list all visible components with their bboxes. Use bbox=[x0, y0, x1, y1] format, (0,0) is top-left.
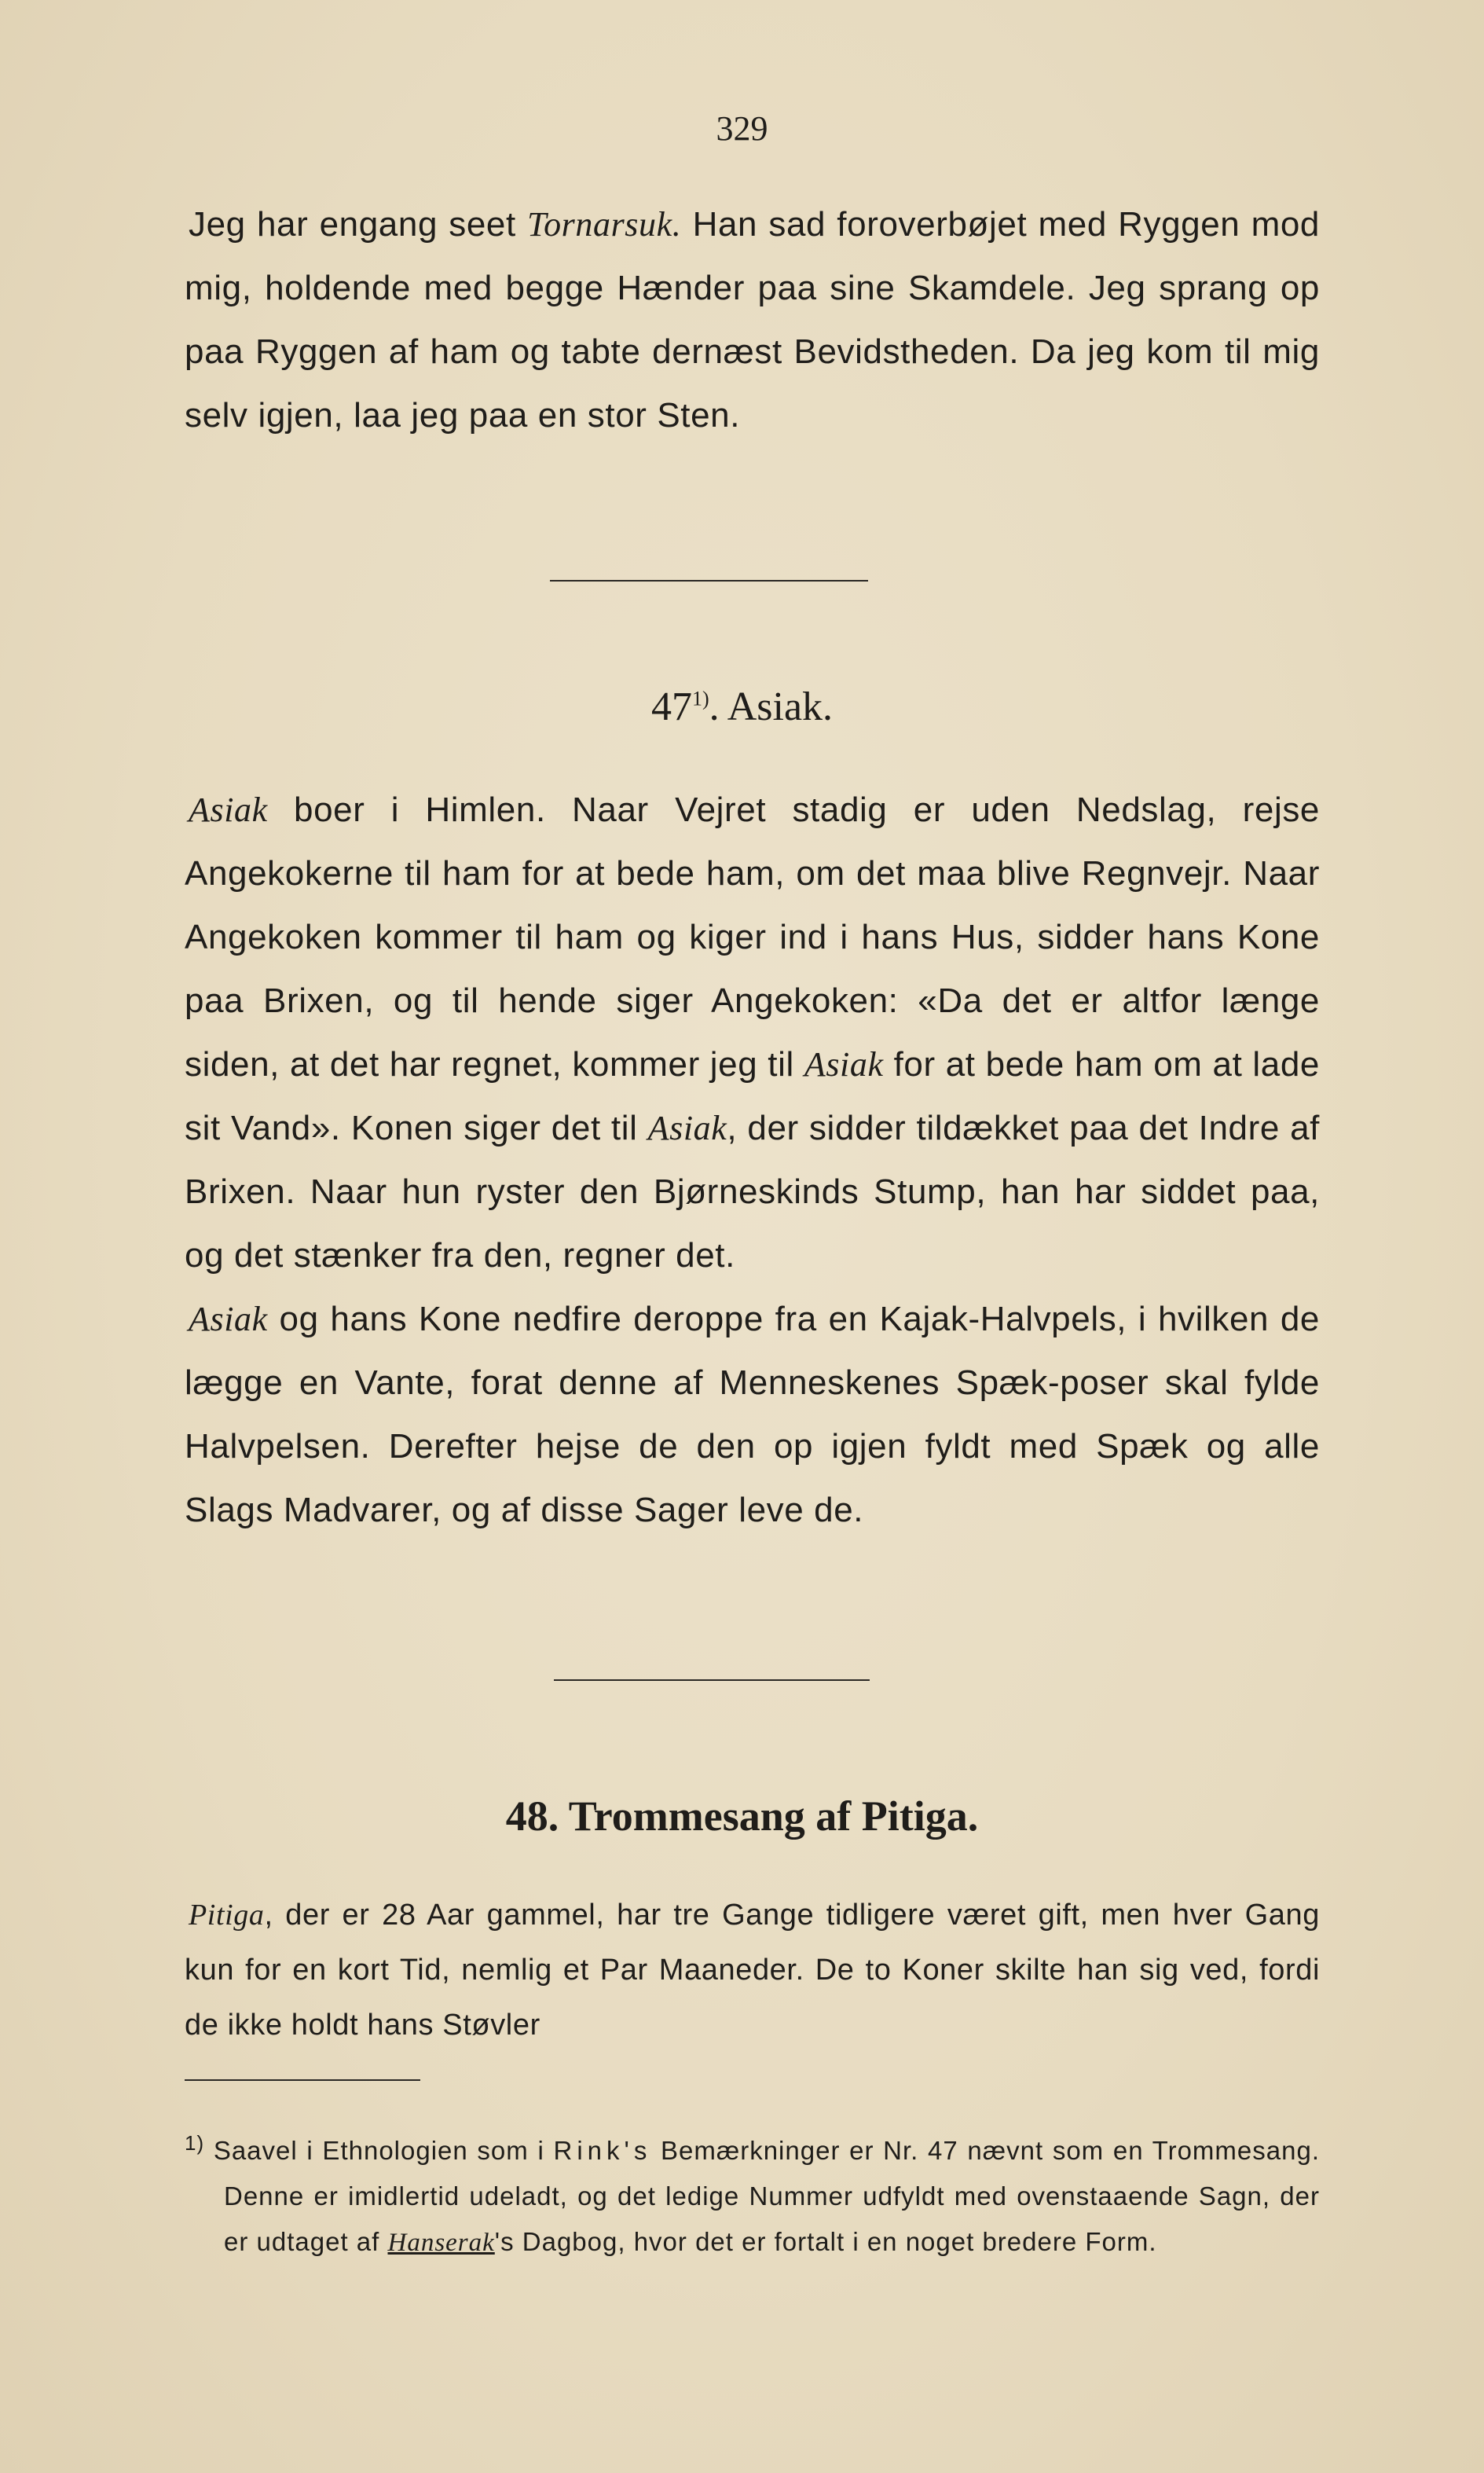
pitiga-paragraph bbox=[185, 1888, 1320, 2053]
top-paragraph-text-1: Jeg har engang seet bbox=[189, 205, 528, 244]
footnote-text-1: Saavel i Ethnologien som i bbox=[204, 2136, 554, 2165]
pitiga-text: , der er 28 Aar gammel, har tre Gange tidligere været gift, men hver Gang kun for en kort Tid, nemlig et Par Maaneder. De to Koner skilte han sig ved, fordi de ikke holdt hans Støvler bbox=[185, 1899, 1320, 2042]
asiak-italic-2: Asiak bbox=[804, 1045, 884, 1084]
section-47-number: 47 bbox=[650, 684, 692, 729]
section-divider-2 bbox=[554, 1679, 870, 1681]
pitiga-italic: Pitiga bbox=[189, 1899, 265, 1932]
top-paragraph bbox=[185, 193, 1320, 447]
footnote-reference: 1) bbox=[691, 687, 709, 710]
section-47-body bbox=[185, 778, 1320, 1542]
footnote-text-3: 's Dagbog, hvor det er fortalt i en noget bredere Form. bbox=[494, 2227, 1157, 2256]
asiak-paragraph-2 bbox=[185, 1287, 1320, 1542]
section-48-title: 48. Trommesang af Pitiga. bbox=[505, 1792, 979, 1840]
asiak-italic-4: Asiak bbox=[189, 1300, 268, 1338]
asiak-paragraph-1 bbox=[185, 778, 1320, 1287]
asiak-text-2: for at bede ham om at lade sit Vand». Konen siger det til bbox=[185, 1045, 1320, 1147]
section-47-title bbox=[0, 684, 1484, 730]
page-number: 329 bbox=[716, 109, 768, 148]
footnote-italic: Hanserak bbox=[387, 2229, 495, 2257]
asiak-text-4: og hans Kone nedfire deroppe fra en Kajak-Halvpels, i hvilken de lægge en Vante, forat denne af Menneskenes Spæk-poser skal fylde Halvpelsen. Derefter hejse de den op igjen fyldt med Spæk og alle Slags Madvarer, og af disse Sager leve de. bbox=[185, 1300, 1320, 1529]
section-divider-1 bbox=[550, 580, 868, 582]
section-48-body bbox=[185, 1888, 1320, 2053]
footnote-rule bbox=[185, 2079, 420, 2081]
footnote-text-2: Bemærkninger er Nr. 47 nævnt som en Trommesang. Denne er imidlertid udeladt, og det ledige Nummer udfyldt med ovenstaaende Sagn, der er udtaget af bbox=[224, 2136, 1320, 2256]
footnote-mark: 1) bbox=[185, 2131, 205, 2155]
footnote-spaced-name: Rink's bbox=[553, 2136, 652, 2165]
tornarsuk-italic: Tornarsuk. bbox=[527, 205, 682, 244]
asiak-text-1: boer i Himlen. Naar Vejret stadig er uden Nedslag, rejse Angekokerne til ham for at bede ham, om det maa blive Regnvejr. Naar Angekoken kommer til ham og kiger ind i hans Hus, sidder hans Kone paa Brixen, og til hende siger Angekoken: «Da det er altfor længe siden, at det har regnet, kommer jeg til bbox=[185, 791, 1320, 1084]
top-paragraph-text-2: Han sad foroverbøjet med Ryggen mod mig, holdende med begge Hænder paa sine Skamdele. Jeg sprang op paa Ryggen af ham og tabte dernæst Bevidstheden. Da jeg kom til mig selv igjen, laa jeg paa en stor Sten. bbox=[185, 205, 1320, 435]
asiak-text-3: , der sidder tildækket paa det Indre af Brixen. Naar hun ryster den Bjørneskinds Stump, han har siddet paa, og det stænker fra den, regner det. bbox=[185, 1109, 1320, 1275]
asiak-italic-1: Asiak bbox=[189, 791, 268, 829]
section-47-title-text: . Asiak. bbox=[709, 684, 834, 729]
top-paragraph-block bbox=[185, 193, 1320, 447]
footnote-block bbox=[185, 2120, 1320, 2266]
asiak-italic-3: Asiak bbox=[647, 1109, 727, 1147]
footnote-text bbox=[185, 2120, 1320, 2266]
